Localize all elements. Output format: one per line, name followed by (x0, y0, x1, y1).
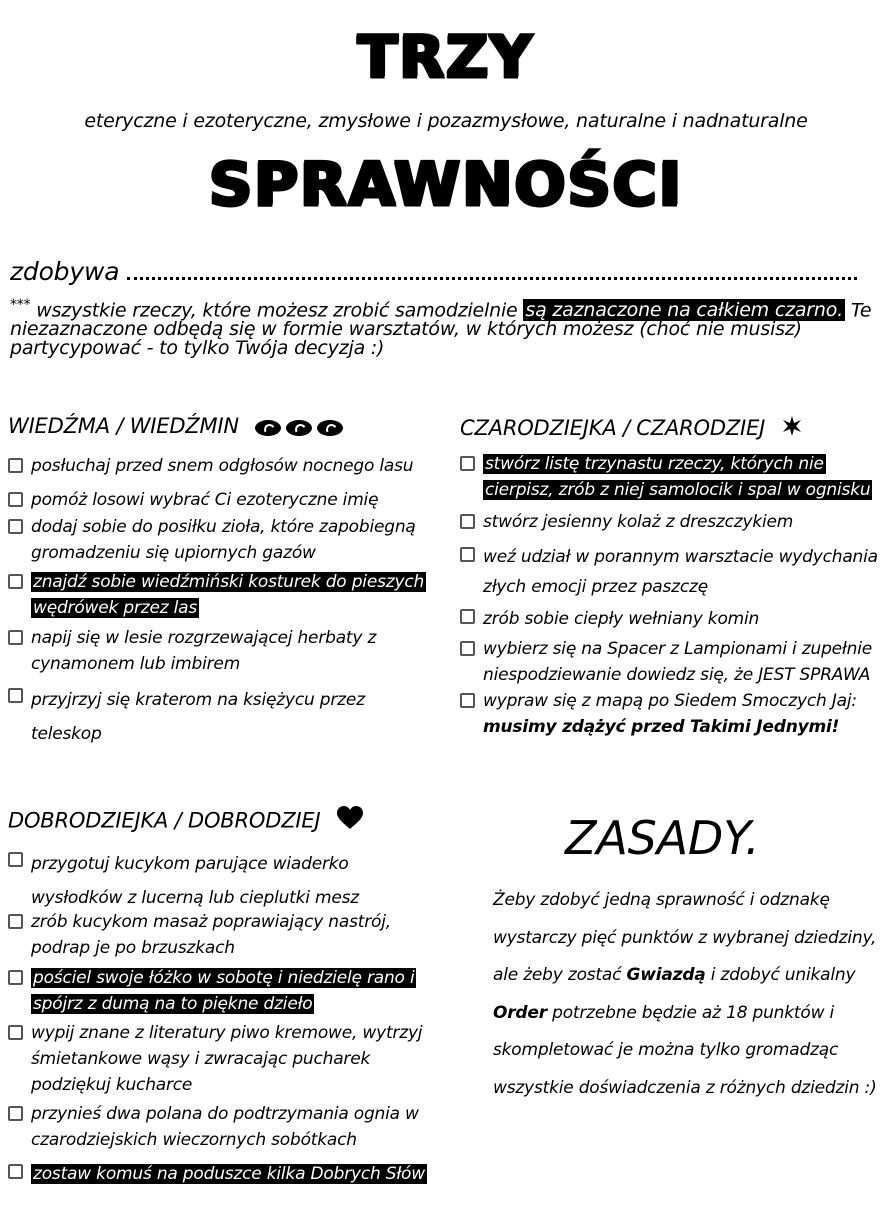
task-list-wizard (460, 451, 890, 740)
checkbox[interactable] (8, 1106, 23, 1121)
rules-bold-star: Gwiazdą (626, 965, 706, 985)
checkbox[interactable] (8, 914, 23, 929)
task-item: zrób sobie ciepły wełniany komin (460, 604, 890, 634)
checkbox[interactable] (8, 852, 23, 867)
section-title-text: DOBRODZIEJKA / DOBRODZIEJ (8, 808, 321, 833)
task-item: przygotuj kucykom parujące wiaderko wysłodków z lucerną lub cieplutki mesz (8, 847, 443, 915)
task-item: przyjrzyj się kraterom na księżycu przez teleskop (8, 683, 433, 751)
task-item: wybierz się na Spacer z Lampionami i zupełnie niespodziewanie dowiedz się, że JEST SPRAWA (460, 636, 890, 688)
section-title-good (8, 806, 443, 837)
recipient-name-blank[interactable] (127, 271, 857, 280)
heart-icon (337, 806, 363, 837)
checkbox[interactable] (460, 609, 475, 624)
subtitle: eteryczne i ezoteryczne, zmysłowe i pozazmysłowe, naturalne i nadnaturalne (84, 110, 808, 132)
three-eyes-icon (255, 413, 348, 441)
task-item: zrób kucykom masaż poprawiający nastrój, podrap je po brzuszkach (8, 909, 443, 961)
task-item: dodaj sobie do posiłku zioła, które zapobiegną gromadzeniu się upiornych gazów (8, 514, 433, 566)
checkbox[interactable] (8, 688, 23, 703)
checkbox[interactable] (8, 519, 23, 534)
task-item-highlighted: zostaw komuś na poduszce kilka Dobrych Słów (8, 1159, 443, 1189)
note-text-1: wszystkie rzeczy, które możesz zrobić samodzielnie (30, 299, 524, 322)
checkbox[interactable] (8, 574, 23, 589)
task-item-highlighted: pościel swoje łóżko w sobotę i niedzielę rano i spójrz z dumą na to piękne dzieło (8, 965, 443, 1017)
note-text-2: Te niezaznaczone odbędą się w formie warsztatów, w których możesz (choć nie musisz) partycypować - to tylko Twója decyzja :) (10, 299, 872, 360)
task-item: przynieś dwa polana do podtrzymania ognia w czarodziejskich wieczornych sobótkach (8, 1101, 443, 1153)
checkbox[interactable] (8, 492, 23, 507)
section-title-text: WIEDŹMA / WIEDŹMIN (8, 414, 239, 438)
rules-bold-order: Order (493, 1002, 547, 1023)
task-item: napij się w lesie rozgrzewającej herbaty z cynamonem lub imbirem (8, 625, 433, 677)
recipient-line (10, 256, 857, 288)
rules-text: Żeby zdobyć jedną sprawność i odznakę wystarczy pięć punktów z wybranej dziedziny, ale żeby zostać Gwiazdą i zdobyć unikalny Order potrzebne będzie aż 18 punktów i skompletować je można tylko gromadząc wszystkie doświadczenia z różnych dziedzin :) (493, 890, 877, 1098)
task-item: stwórz jesienny kolaż z dreszczykiem (460, 509, 890, 535)
checkbox[interactable] (460, 547, 475, 562)
task-item: wypraw się z mapą po Siedem Smoczych Jaj: musimy zdążyć przed Takimi Jednymi! (460, 688, 890, 740)
task-item: weź udział w porannym warsztacie wydychania złych emocji przez paszczę (460, 542, 890, 602)
task-list-witch (8, 453, 433, 751)
checkbox[interactable] (460, 456, 475, 471)
checkbox[interactable] (460, 514, 475, 529)
checkbox[interactable] (460, 693, 475, 708)
task-item-highlighted: znajdź sobie wiedźmiński kosturek do pieszych wędrówek przez las (8, 569, 433, 621)
section-title-witch (8, 412, 433, 441)
task-item-highlighted: stwórz listę trzynastu rzeczy, których nie cierpisz, zrób z niej samolocik i spal w ognisku (460, 451, 890, 503)
instructions-note (10, 296, 885, 358)
section-good-deeds (8, 806, 443, 1189)
task-item: wypij znane z literatury piwo kremowe, wytrzyj śmietankowe wąsy i zwracając pucharek podziękuj kucharce (8, 1020, 443, 1098)
checkbox[interactable] (460, 641, 475, 656)
star-burst-icon (782, 415, 802, 443)
recipient-label: zdobywa (10, 257, 120, 286)
section-wizard (460, 414, 890, 740)
task-list-good (8, 847, 443, 1189)
section-title-wizard (460, 414, 890, 443)
checkbox[interactable] (8, 1025, 23, 1040)
rules-title: ZASADY. (565, 811, 760, 865)
checkbox[interactable] (8, 630, 23, 645)
section-title-text: CZARODZIEJKA / CZARODZIEJ (460, 416, 766, 440)
task-item: posłuchaj przed snem odgłosów nocnego lasu (8, 453, 433, 479)
checkbox[interactable] (8, 458, 23, 473)
section-witch (8, 412, 433, 751)
bold-tail: musimy zdążyć przed Takimi Jednymi! (483, 717, 840, 737)
checkbox[interactable] (8, 970, 23, 985)
title-trzy: TRZY (357, 23, 535, 91)
checkbox[interactable] (8, 1164, 23, 1179)
title-sprawnosci: SPRAWNOŚCI (208, 150, 684, 220)
note-asterisks: *** (10, 297, 31, 313)
task-item: pomóż losowi wybrać Ci ezoteryczne imię (8, 487, 433, 513)
note-highlight: są zaznaczone na całkiem czarno. (525, 299, 844, 322)
